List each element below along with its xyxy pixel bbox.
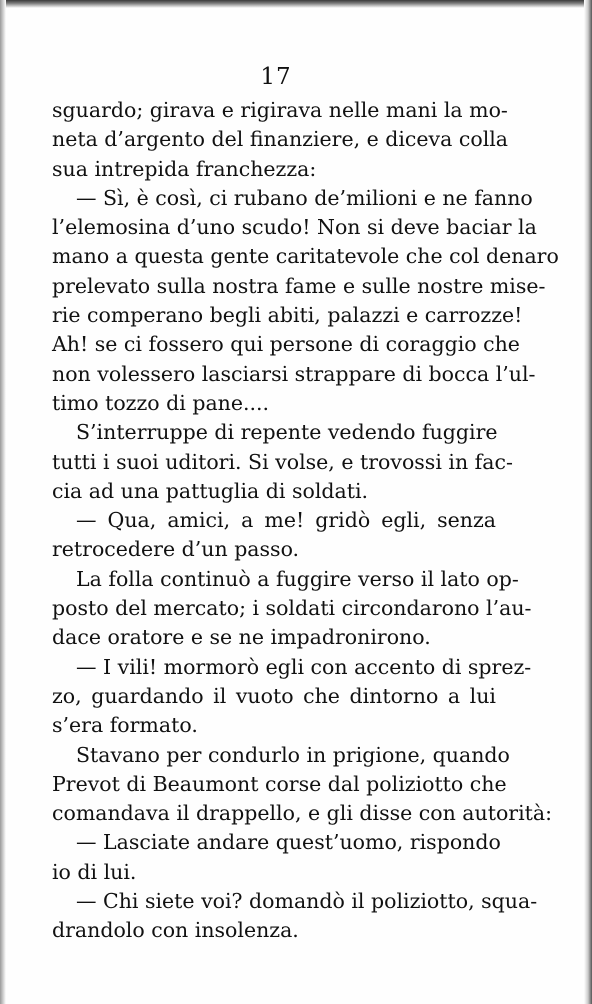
text-line: dace oratore e se ne impadronirono.	[52, 625, 431, 650]
text-line: mano a questa gente caritatevole che col denaro	[52, 244, 559, 269]
text-line: — Lasciate andare quest’uomo, rispondo	[76, 830, 501, 855]
text-line: tutti i suoi uditori. Si volse, e trovossi in fac-	[52, 449, 513, 474]
text-line: Ah! se ci fossero qui persone di coraggio che	[52, 332, 520, 357]
text-line: — Sì, è così, ci rubano de’milioni e ne fanno	[76, 185, 533, 210]
text-line: Stavano per condurlo in prigione, quando	[76, 742, 510, 767]
body-text	[52, 96, 559, 946]
text-line: zo, guardando il vuoto che dintorno a lui	[52, 683, 496, 708]
text-line: io di lui.	[52, 859, 137, 884]
text-line: posto del mercato; i soldati circondarono l’au-	[52, 596, 532, 621]
text-line: drandolo con insolenza.	[52, 918, 299, 943]
text-line: sguardo; girava e rigirava nelle mani la mo-	[52, 98, 508, 122]
text-line: S’interruppe di repente vedendo fuggire	[76, 420, 498, 445]
text-line: retrocedere d’un passo.	[52, 537, 300, 562]
text-line: comandava il drappello, e gli disse con autorità:	[52, 801, 553, 826]
text-line: prelevato sulla nostra fame e sulle nostre mise-	[52, 273, 546, 298]
scan-top-edge	[0, 0, 592, 8]
text-line: cia ad una pattuglia di soldati.	[52, 478, 369, 503]
text-line: non volessero lasciarsi strappare di bocca l’ul-	[52, 361, 536, 386]
text-line: — Qua, amici, a me! gridò egli, senza	[76, 508, 496, 533]
scan-left-edge	[0, 0, 6, 1004]
text-line: l’elemosina d’uno scudo! Non si deve baciar la	[52, 215, 537, 240]
text-line: timo tozzo di pane....	[52, 390, 270, 415]
text-line: rie comperano begli abiti, palazzi e carrozze!	[52, 303, 523, 328]
text-line: — I vili! mormorò egli con accento di sprez-	[76, 654, 532, 679]
scan-right-edge	[584, 0, 592, 1004]
text-line: neta d’argento del finanziere, e diceva colla	[52, 127, 509, 152]
text-line: La folla continuò a fuggire verso il lato op-	[76, 566, 519, 591]
text-line: Prevot di Beaumont corse dal poliziotto che	[52, 771, 507, 796]
page-number: 17	[260, 64, 292, 90]
text-line: — Chi siete voi? domandò il poliziotto, squa-	[76, 889, 538, 914]
text-line: sua intrepida franchezza:	[52, 156, 317, 181]
text-line: s’era formato.	[52, 713, 198, 738]
